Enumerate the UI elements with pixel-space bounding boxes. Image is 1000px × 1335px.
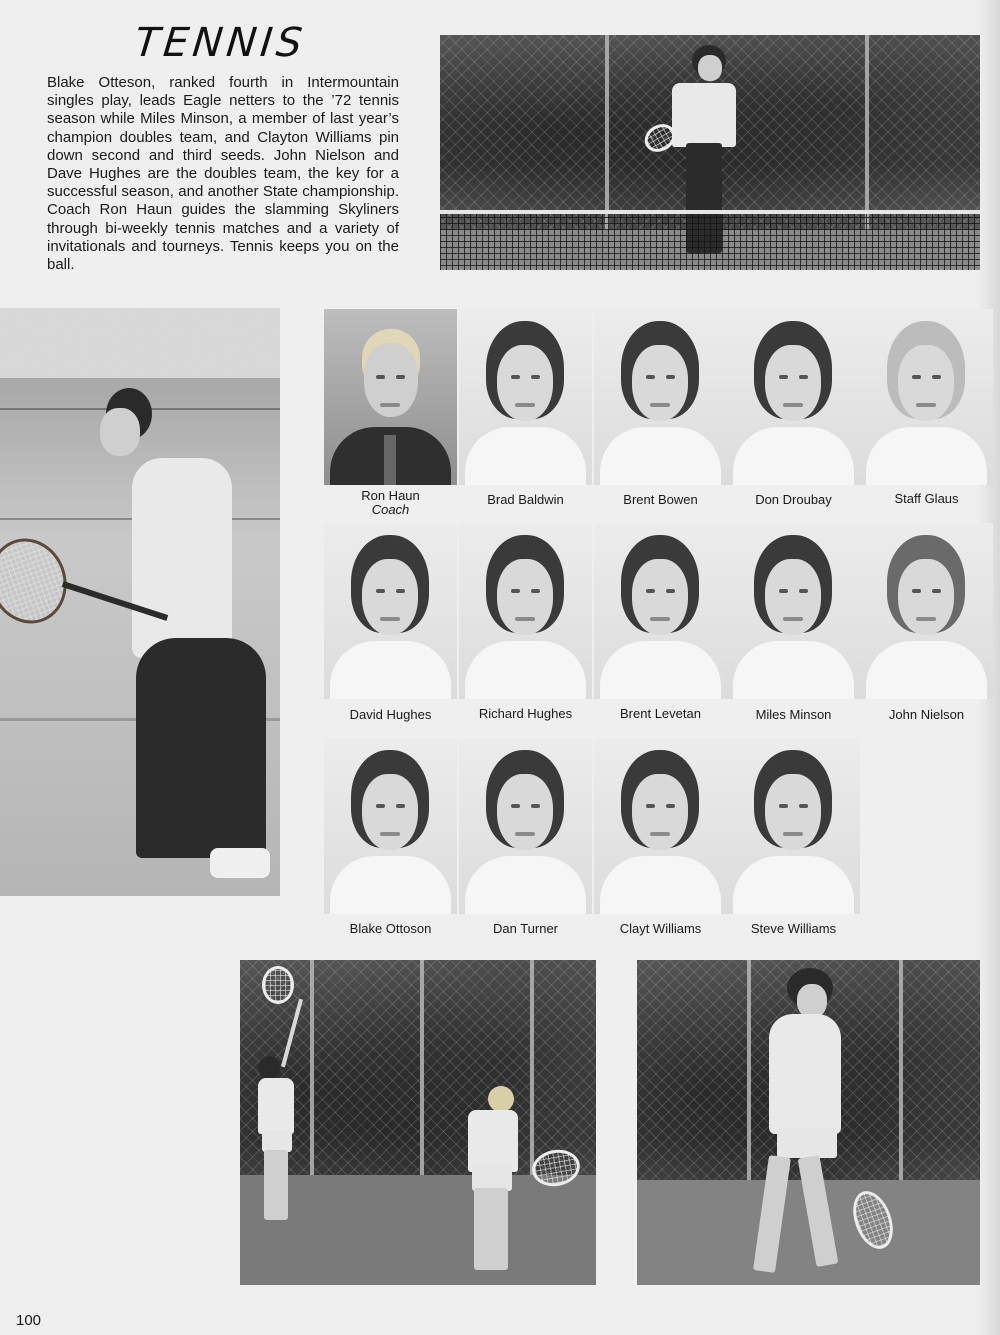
caption-blake-ottoson: Blake Ottoson (349, 921, 432, 936)
caption-brad-baldwin: Brad Baldwin (487, 492, 564, 507)
caption-role: Coach (371, 502, 410, 517)
photo-player-at-net (440, 35, 980, 270)
portrait-dan-turner (459, 738, 592, 914)
caption-richard-hughes: Richard Hughes (478, 706, 573, 721)
portrait-brent-levetan (594, 523, 727, 699)
portrait-miles-minson (727, 523, 860, 699)
portrait-blake-ottoson (324, 738, 457, 914)
caption-name: Ron Haun (361, 488, 420, 503)
caption-dan-turner: Dan Turner (492, 921, 559, 936)
caption-david-hughes: David Hughes (349, 707, 432, 722)
portrait-john-nielson (860, 523, 993, 699)
portrait-staff-glaus (860, 309, 993, 485)
caption-ron-haun (324, 489, 457, 517)
caption-staff-glaus: Staff Glaus (894, 491, 959, 506)
photo-player-walking (637, 960, 980, 1285)
caption-john-nielson: John Nielson (888, 707, 965, 722)
portrait-steve-williams (727, 738, 860, 914)
caption-clayt-williams: Clayt Williams (619, 921, 702, 936)
caption-brent-levetan: Brent Levetan (620, 706, 701, 721)
page-number: 100 (16, 1312, 42, 1329)
caption-brent-bowen: Brent Bowen (623, 492, 698, 507)
portrait-brent-bowen (594, 309, 727, 485)
caption-miles-minson: Miles Minson (755, 707, 832, 722)
portrait-david-hughes (324, 523, 457, 699)
caption-don-droubay: Don Droubay (755, 492, 832, 507)
portrait-clayt-williams (594, 738, 727, 914)
caption-steve-williams: Steve Williams (750, 921, 837, 936)
portrait-don-droubay (727, 309, 860, 485)
page-title: TENNIS (132, 20, 309, 66)
portrait-ron-haun (324, 309, 457, 485)
portrait-brad-baldwin (459, 309, 592, 485)
photo-player-ready-stance (0, 308, 280, 896)
photo-doubles-serve (240, 960, 596, 1285)
intro-paragraph: Blake Otteson, ranked fourth in Intermountain singles play, leads Eagle netters to the ’72 tennis season while Miles Minson, a member of last year’s champion doubles team, and Clayton Williams pin down second and third seeds. John Nielson and Dave Hughes are the doubles team, the key for a successful season, and another State championship. Coach Ron Haun guides the slamming Skyliners through bi-weekly tennis matches and a variety of invitationals and tourneys. Tennis keeps you on the ball. (47, 74, 399, 274)
portrait-richard-hughes (459, 523, 592, 699)
